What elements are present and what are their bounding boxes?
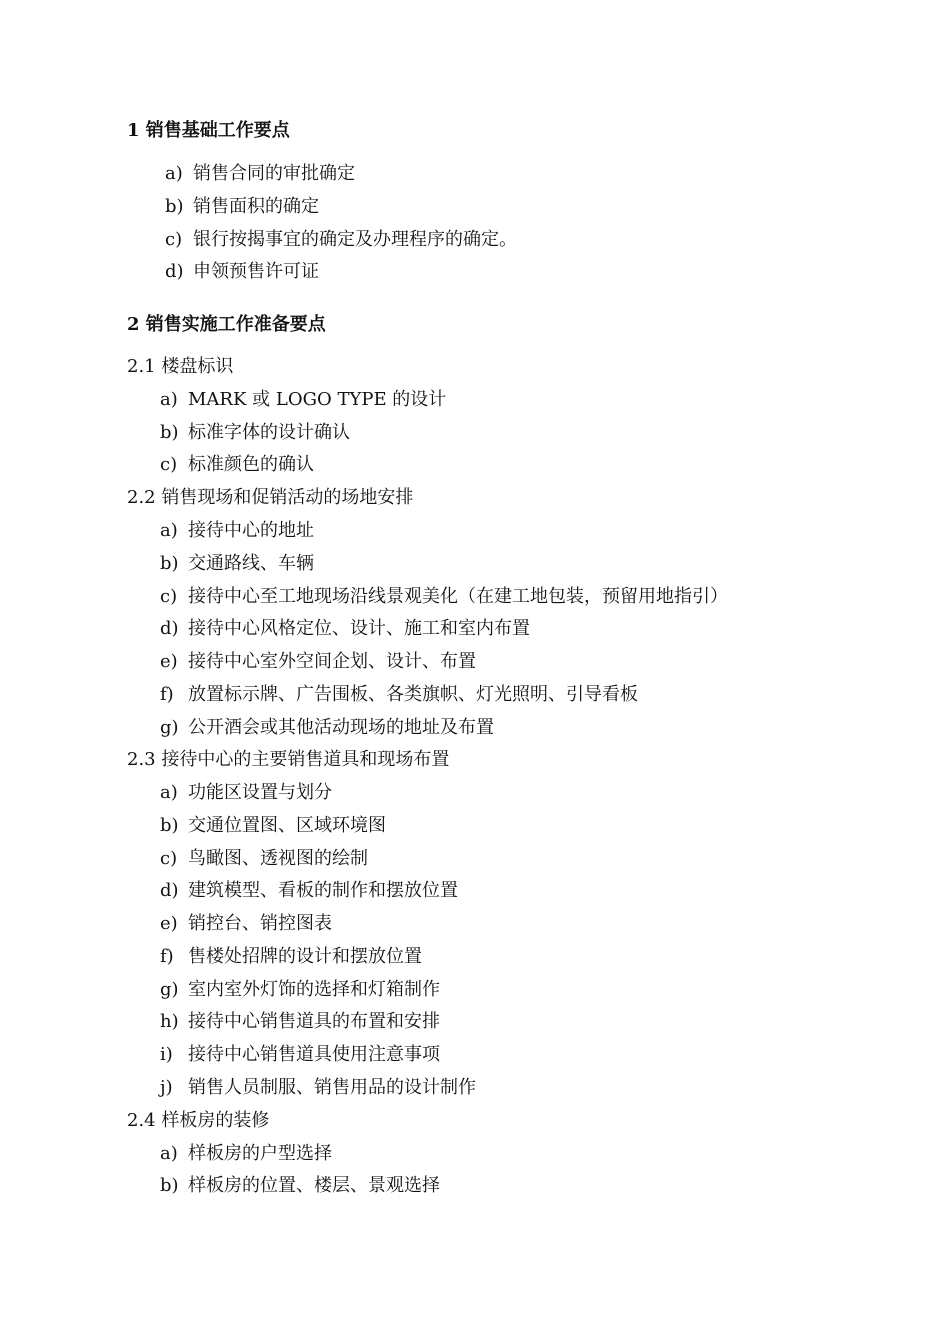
section-heading-1: 1 销售基础工作要点 <box>127 120 290 141</box>
list-item <box>160 847 368 871</box>
subsection-title-2-1: 2.1 楼盘标识 <box>127 356 234 377</box>
item-text: 功能区设置与划分 <box>188 782 332 803</box>
item-label: b) <box>160 553 179 574</box>
item-label: f) <box>160 946 174 967</box>
item-text: 室内室外灯饰的选择和灯箱制作 <box>188 979 440 1000</box>
item-text: 公开酒会或其他活动现场的地址及布置 <box>188 717 494 738</box>
item-text: 样板房的户型选择 <box>188 1143 332 1164</box>
item-label: d) <box>160 880 179 901</box>
list-item <box>165 195 319 219</box>
item-label: g) <box>160 979 179 1000</box>
list-item <box>160 585 728 609</box>
list-item <box>160 650 476 674</box>
item-label: b) <box>165 196 184 217</box>
item-text: MARK 或 LOGO TYPE 的设计 <box>188 389 447 410</box>
item-text: 售楼处招牌的设计和摆放位置 <box>188 946 422 967</box>
list-item <box>160 912 332 936</box>
list-item <box>160 683 638 707</box>
item-text: 接待中心销售道具的布置和安排 <box>188 1011 440 1032</box>
item-text: 申领预售许可证 <box>193 261 319 282</box>
item-text: 接待中心至工地现场沿线景观美化（在建工地包装，预留用地指引） <box>188 586 728 607</box>
item-label: a) <box>160 782 178 803</box>
item-label: h) <box>160 1011 179 1032</box>
item-label: j) <box>160 1077 173 1098</box>
item-text: 销售面积的确定 <box>193 196 319 217</box>
item-text: 接待中心室外空间企划、设计、布置 <box>188 651 476 672</box>
list-item <box>160 1142 332 1166</box>
item-label: b) <box>160 422 179 443</box>
subsection-title-2-2: 2.2 销售现场和促销活动的场地安排 <box>127 487 414 508</box>
item-text: 放置标示牌、广告围板、各类旗帜、灯光照明、引导看板 <box>188 684 638 705</box>
item-label: i) <box>160 1044 173 1065</box>
list-item <box>160 781 332 805</box>
item-label: d) <box>160 618 179 639</box>
item-text: 鸟瞰图、透视图的绘制 <box>188 848 368 869</box>
list-item <box>165 228 517 252</box>
item-label: e) <box>160 913 178 934</box>
item-label: c) <box>160 454 178 475</box>
item-text: 销控台、销控图表 <box>188 913 332 934</box>
item-label: d) <box>165 261 184 282</box>
item-label: c) <box>160 848 178 869</box>
subsection-title-2-3: 2.3 接待中心的主要销售道具和现场布置 <box>127 749 450 770</box>
list-item <box>160 519 314 543</box>
item-text: 接待中心销售道具使用注意事项 <box>188 1044 440 1065</box>
item-text: 标准颜色的确认 <box>188 454 314 475</box>
item-label: e) <box>160 651 178 672</box>
item-text: 建筑模型、看板的制作和摆放位置 <box>188 880 458 901</box>
section-heading-2: 2 销售实施工作准备要点 <box>127 314 326 335</box>
item-label: c) <box>165 229 183 250</box>
list-item <box>160 1174 440 1198</box>
item-text: 销售合同的审批确定 <box>193 163 355 184</box>
list-item <box>160 421 350 445</box>
list-item <box>160 1076 476 1100</box>
subsection-title-2-4: 2.4 样板房的装修 <box>127 1110 270 1131</box>
item-label: b) <box>160 1175 179 1196</box>
list-item <box>160 1010 440 1034</box>
item-text: 标准字体的设计确认 <box>188 422 350 443</box>
list-item <box>165 260 319 284</box>
list-item <box>160 879 458 903</box>
list-item <box>160 552 314 576</box>
item-text: 销售人员制服、销售用品的设计制作 <box>188 1077 476 1098</box>
list-item <box>165 162 355 186</box>
list-item <box>160 388 446 412</box>
list-item <box>160 716 494 740</box>
list-item <box>160 1043 440 1067</box>
item-text: 样板房的位置、楼层、景观选择 <box>188 1175 440 1196</box>
item-text: 接待中心风格定位、设计、施工和室内布置 <box>188 618 530 639</box>
item-label: a) <box>165 163 183 184</box>
list-item <box>160 978 440 1002</box>
item-label: f) <box>160 684 174 705</box>
item-label: a) <box>160 389 178 410</box>
list-item <box>160 814 386 838</box>
list-item <box>160 945 422 969</box>
item-text: 接待中心的地址 <box>188 520 314 541</box>
list-item <box>160 617 530 641</box>
item-label: a) <box>160 520 178 541</box>
list-item <box>160 453 314 477</box>
item-label: b) <box>160 815 179 836</box>
item-label: g) <box>160 717 179 738</box>
item-text: 银行按揭事宜的确定及办理程序的确定。 <box>193 229 517 250</box>
item-text: 交通位置图、区域环境图 <box>188 815 386 836</box>
item-label: a) <box>160 1143 178 1164</box>
item-label: c) <box>160 586 178 607</box>
item-text: 交通路线、车辆 <box>188 553 314 574</box>
